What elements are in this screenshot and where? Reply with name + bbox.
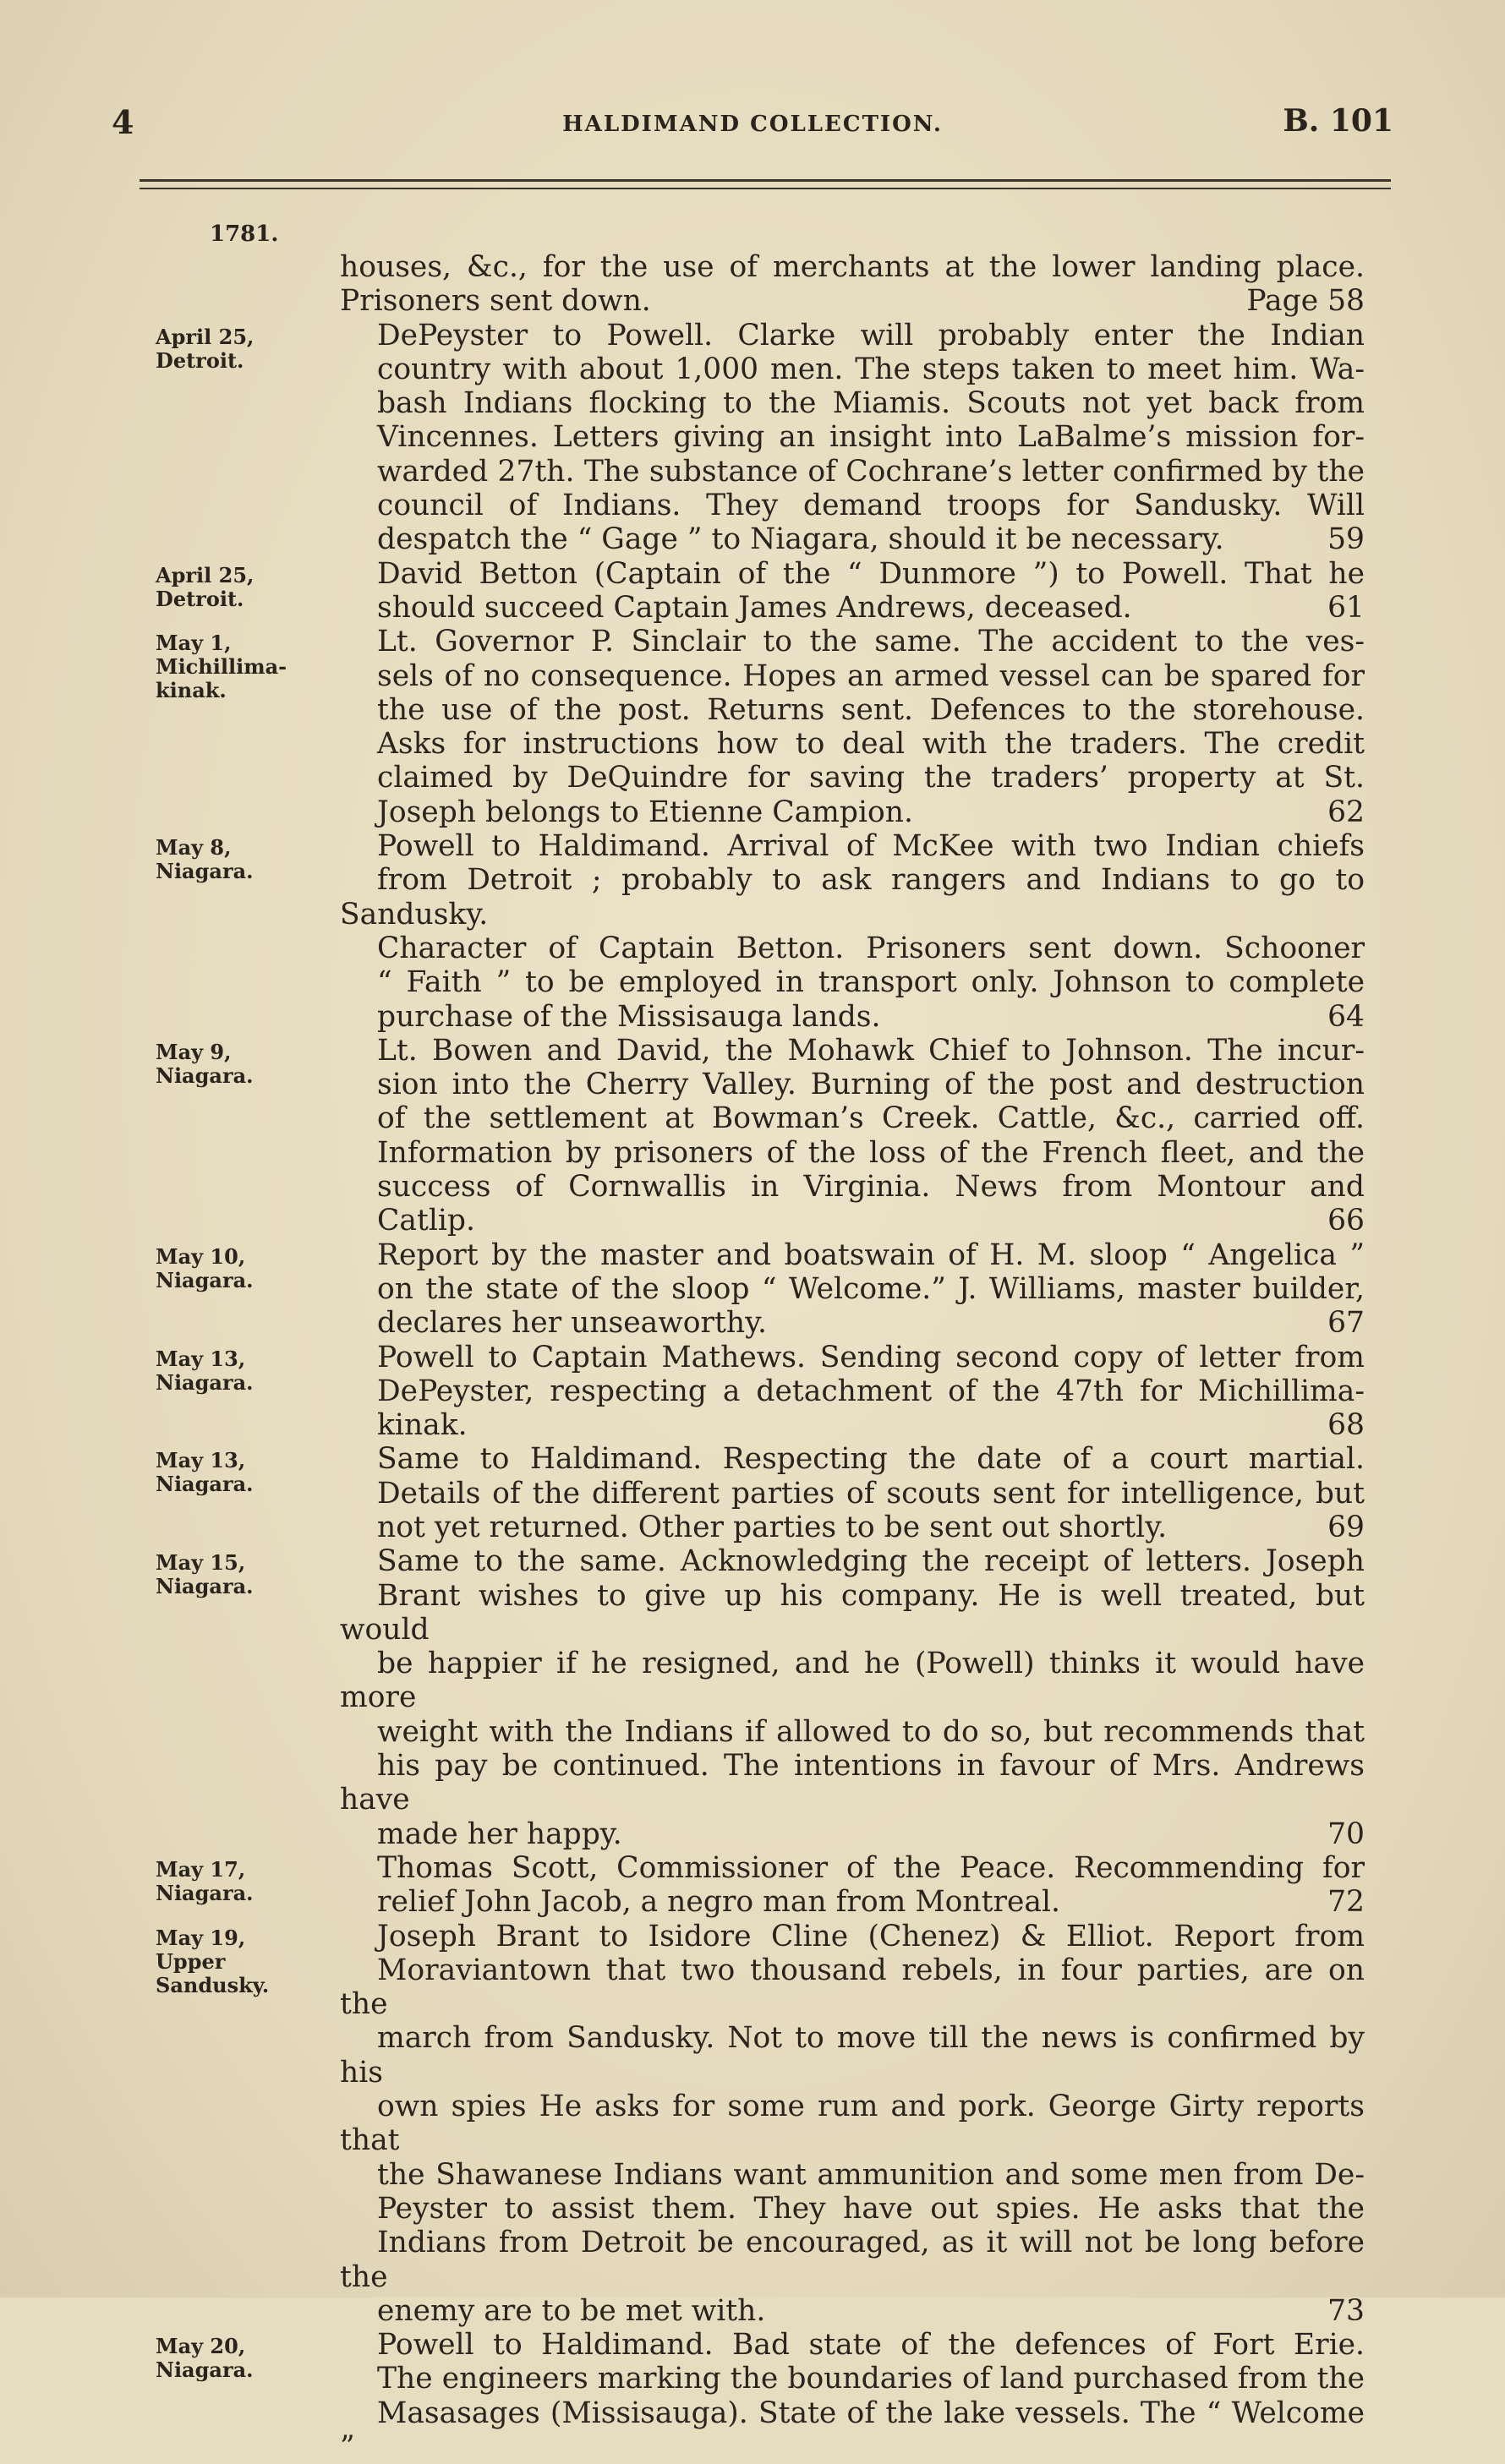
text-line <box>340 522 1365 556</box>
text-line: on the state of the sloop “ Welcome.” J. Williams, master builder, <box>377 1271 1365 1306</box>
entry-date: May 8, <box>156 835 232 860</box>
entry-date-place <box>156 1245 308 1292</box>
page-reference: 62 <box>1327 795 1365 829</box>
text-line-content: made her happy. <box>377 1817 622 1851</box>
text-line: council of Indians. They demand troops for Sandusky. Will <box>377 489 1365 523</box>
text-line: Same to the same. Acknowledging the receipt of letters. Joseph <box>377 1544 1365 1579</box>
text-line: weight with the Indians if allowed to do so, but recommends that <box>377 1714 1365 1749</box>
text-line: of the settlement at Bowman’s Creek. Cattle, &c., carried off. <box>377 1101 1365 1136</box>
text-line <box>340 284 1365 318</box>
entry-date: May 15, <box>156 1550 246 1576</box>
text-line: Indians from Detroit be encouraged, as it will not be long before the <box>340 2226 1365 2294</box>
entry-paragraph <box>340 1920 1365 2329</box>
entry-date-place <box>156 325 308 373</box>
text-line: Peyster to assist them. They have out spies. He asks that the <box>377 2191 1365 2226</box>
lead-text <box>340 250 1365 319</box>
text-line: be happier if he resigned, and he (Powell) thinks it would have more <box>340 1647 1365 1715</box>
text-line <box>340 1000 1365 1034</box>
entry-text <box>340 1920 1365 2329</box>
entry-paragraph <box>340 625 1365 829</box>
running-header <box>0 103 1505 145</box>
header-rule-top <box>140 179 1391 182</box>
text-line: bash Indians flocking to the Miamis. Scouts not yet back from <box>377 386 1365 421</box>
text-line: Powell to Haldimand. Arrival of McKee with two Indian chiefs <box>377 829 1365 864</box>
entry-place: Upper Sandusky. <box>156 1948 270 1997</box>
page-reference: 59 <box>1327 522 1365 557</box>
calendar-entry <box>0 557 1505 626</box>
entry-paragraph <box>340 250 1365 319</box>
entry-paragraph <box>340 557 1365 626</box>
entry-date-place <box>156 2335 308 2382</box>
text-line: his pay be continued. The intentions in favour of Mrs. Andrews have <box>340 1749 1365 1817</box>
entry-text <box>340 1238 1365 1341</box>
entry-date: April 25, <box>156 324 254 349</box>
entry-date: May 10, <box>156 1243 246 1269</box>
text-line-content: enemy are to be met with. <box>377 2293 766 2328</box>
text-line: DePeyster, respecting a detachment of the 47th for Michillima- <box>377 1374 1365 1408</box>
calendar-entry <box>0 1544 1505 1851</box>
text-line: Lt. Bowen and David, the Mohawk Chief to Johnson. The incur- <box>377 1033 1365 1068</box>
entry-date-place <box>156 1449 308 1496</box>
entry-date: May 20, <box>156 2334 246 2359</box>
entry-date-place <box>156 1041 308 1088</box>
entry-text <box>340 1544 1365 1851</box>
text-line-content: should succeed Captain James Andrews, deceased. <box>377 590 1132 625</box>
calendar-entry <box>0 2328 1505 2464</box>
text-line-content: relief John Jacob, a negro man from Montreal. <box>377 1885 1060 1920</box>
entry-place: Niagara. <box>156 1063 254 1088</box>
page-reference: 68 <box>1327 1408 1365 1443</box>
entry-text <box>340 319 1365 557</box>
text-line-content: kinak. <box>377 1408 468 1443</box>
entry-paragraph <box>340 1544 1365 1851</box>
text-line: sels of no consequence. Hopes an armed vessel can be spared for <box>377 658 1365 693</box>
page-reference: 61 <box>1327 590 1365 625</box>
text-line: warded 27th. The substance of Cochrane’s letter confirmed by the <box>377 454 1365 489</box>
text-line <box>340 1817 1365 1851</box>
entry-paragraph <box>340 1034 1365 1238</box>
lead-continuation <box>0 250 1505 319</box>
text-line: DePeyster to Powell. Clarke will probably enter the Indian <box>377 318 1365 352</box>
text-line: Same to Haldimand. Respecting the date of a court martial. <box>377 1442 1365 1477</box>
entry-paragraph <box>340 1442 1365 1544</box>
calendar-entry <box>0 625 1505 829</box>
entry-paragraph <box>340 1341 1365 1443</box>
entry-place: Niagara. <box>156 1472 254 1497</box>
entry-place: Niagara. <box>156 859 254 884</box>
text-line: Character of Captain Betton. Prisoners sent down. Schooner <box>377 931 1365 965</box>
text-line <box>340 1408 1365 1442</box>
entry-place: Niagara. <box>156 1369 254 1395</box>
calendar-entry <box>0 1442 1505 1544</box>
text-line: The engineers marking the boundaries of land purchased from the <box>377 2362 1365 2396</box>
entry-date: April 25, <box>156 562 254 587</box>
calendar-entry <box>0 319 1505 557</box>
entry-date-place <box>156 1926 308 1997</box>
text-line: own spies He asks for some rum and pork. George Girty reports that <box>340 2090 1365 2158</box>
text-line <box>340 1204 1365 1237</box>
entry-date: May 17, <box>156 1856 246 1882</box>
calendar-entries <box>0 250 1505 2464</box>
entry-place: Niagara. <box>156 1267 254 1292</box>
entry-place: Niagara. <box>156 1574 254 1599</box>
entry-date: May 13, <box>156 1346 246 1371</box>
page-reference: 66 <box>1327 1204 1365 1238</box>
text-line-content: not yet returned. Other parties to be sent out shortly. <box>377 1510 1168 1544</box>
text-line: Vincennes. Letters giving an insight into LaBalme’s mission for- <box>377 420 1365 455</box>
entry-date: May 9, <box>156 1039 232 1064</box>
page-reference: 73 <box>1327 2293 1365 2328</box>
page-reference: 67 <box>1327 1306 1365 1341</box>
text-line: Information by prisoners of the loss of the French fleet, and the <box>377 1135 1365 1170</box>
text-line-content: despatch the “ Gage ” to Niagara, should it be necessary. <box>377 522 1224 557</box>
volume-reference: B. 101 <box>1283 103 1393 139</box>
text-line <box>340 1511 1365 1544</box>
text-line: Asks for instructions how to deal with the traders. The credit <box>377 727 1365 762</box>
text-line-content: Masasages (Missisauga). State of the lake vessels. The “ Welcome ” <box>340 2396 1365 2464</box>
collection-title: HALDIMAND COLLECTION. <box>562 112 943 137</box>
entry-place: Niagara. <box>156 2357 254 2383</box>
entry-date-place <box>156 836 308 883</box>
text-line: Lt. Governor P. Sinclair to the same. The accident to the ves- <box>377 625 1365 659</box>
text-line: Joseph Brant to Isidore Cline (Chenez) & Elliot. Report from <box>377 1919 1365 1953</box>
entry-text <box>340 829 1365 1034</box>
page-reference: 69 <box>1327 1510 1365 1544</box>
text-line-content: Joseph belongs to Etienne Campion. <box>377 795 913 829</box>
entry-paragraph <box>340 319 1365 557</box>
text-line: Moraviantown that two thousand rebels, in four parties, are on the <box>340 1953 1365 2022</box>
entry-text <box>340 1851 1365 1920</box>
header-rule-bottom <box>140 188 1391 189</box>
text-line: Brant wishes to give up his company. He is well treated, but would <box>340 1578 1365 1647</box>
year-label: 1781. <box>210 221 279 247</box>
text-line-content: Catlip. <box>377 1204 475 1238</box>
text-line: the Shawanese Indians want ammunition and some men from De- <box>377 2157 1365 2192</box>
entry-paragraph <box>340 829 1365 1034</box>
text-line: march from Sandusky. Not to move till the news is confirmed by his <box>340 2021 1365 2090</box>
text-line: country with about 1,000 men. The steps taken to meet him. Wa- <box>377 352 1365 386</box>
text-line <box>340 1306 1365 1340</box>
entry-place: Detroit. <box>156 347 244 373</box>
text-line <box>340 2294 1365 2328</box>
calendar-entry <box>0 829 1505 1034</box>
text-line: sion into the Cherry Valley. Burning of the post and destruction <box>377 1068 1365 1102</box>
text-line: Thomas Scott, Commissioner of the Peace. Recommending for <box>377 1850 1365 1885</box>
text-line: houses, &c., for the use of merchants at the lower landing place. <box>340 250 1365 284</box>
text-line-content: purchase of the Missisauga lands. <box>377 999 881 1034</box>
entry-date-place <box>156 1347 308 1395</box>
entry-date-place <box>156 1858 308 1905</box>
page-reference: 64 <box>1327 999 1365 1034</box>
entry-paragraph <box>340 2328 1365 2464</box>
entry-text <box>340 1034 1365 1238</box>
calendar-entry <box>0 1851 1505 1920</box>
entry-place: Detroit. <box>156 586 244 611</box>
text-line: the use of the post. Returns sent. Defences to the storehouse. <box>377 692 1365 727</box>
text-line <box>340 591 1365 625</box>
page-reference: Page 58 <box>1246 284 1365 319</box>
entry-place: Michillima- kinak. <box>156 654 287 703</box>
entry-date: May 13, <box>156 1448 246 1473</box>
text-line: success of Cornwallis in Virginia. News from Montour and <box>377 1170 1365 1205</box>
text-line <box>340 1885 1365 1919</box>
entry-date-place <box>156 1551 308 1598</box>
entry-date: May 1, <box>156 631 232 656</box>
text-line: Powell to Captain Mathews. Sending second copy of letter from <box>377 1340 1365 1374</box>
entry-text <box>340 557 1365 626</box>
entry-date-place <box>156 564 308 611</box>
page-reference: 70 <box>1327 1817 1365 1851</box>
entry-text <box>340 1442 1365 1544</box>
page-reference: 72 <box>1327 1885 1365 1920</box>
text-line: David Betton (Captain of the “ Dunmore ”) to Powell. That he <box>377 556 1365 591</box>
entry-date: May 19, <box>156 1925 246 1950</box>
calendar-entry <box>0 1238 1505 1341</box>
text-line: Report by the master and boatswain of H. M. sloop “ Angelica ” <box>377 1237 1365 1272</box>
entry-text <box>340 625 1365 829</box>
text-line: claimed by DeQuindre for saving the traders’ property at St. <box>377 761 1365 795</box>
entry-date-place <box>156 631 308 702</box>
text-line-content: Prisoners sent down. <box>340 284 651 319</box>
text-line <box>340 795 1365 829</box>
text-line: from Detroit ; probably to ask rangers and Indians to go to Sandusky. <box>340 863 1365 932</box>
calendar-entry <box>0 1920 1505 2329</box>
entry-text <box>340 1341 1365 1443</box>
text-line: “ Faith ” to be employed in transport only. Johnson to complete <box>377 965 1365 1000</box>
calendar-entry <box>0 1034 1505 1238</box>
page-number: 4 <box>112 103 134 141</box>
text-line: Details of the different parties of scouts sent for intelligence, but <box>377 1476 1365 1511</box>
entry-place: Niagara. <box>156 1880 254 1905</box>
entry-paragraph <box>340 1238 1365 1341</box>
text-line: Powell to Haldimand. Bad state of the defences of Fort Erie. <box>377 2328 1365 2363</box>
calendar-entry <box>0 1341 1505 1443</box>
entry-paragraph <box>340 1851 1365 1920</box>
text-line-content: declares her unseaworthy. <box>377 1306 767 1341</box>
text-line <box>340 2396 1365 2464</box>
entry-text <box>340 2328 1365 2464</box>
